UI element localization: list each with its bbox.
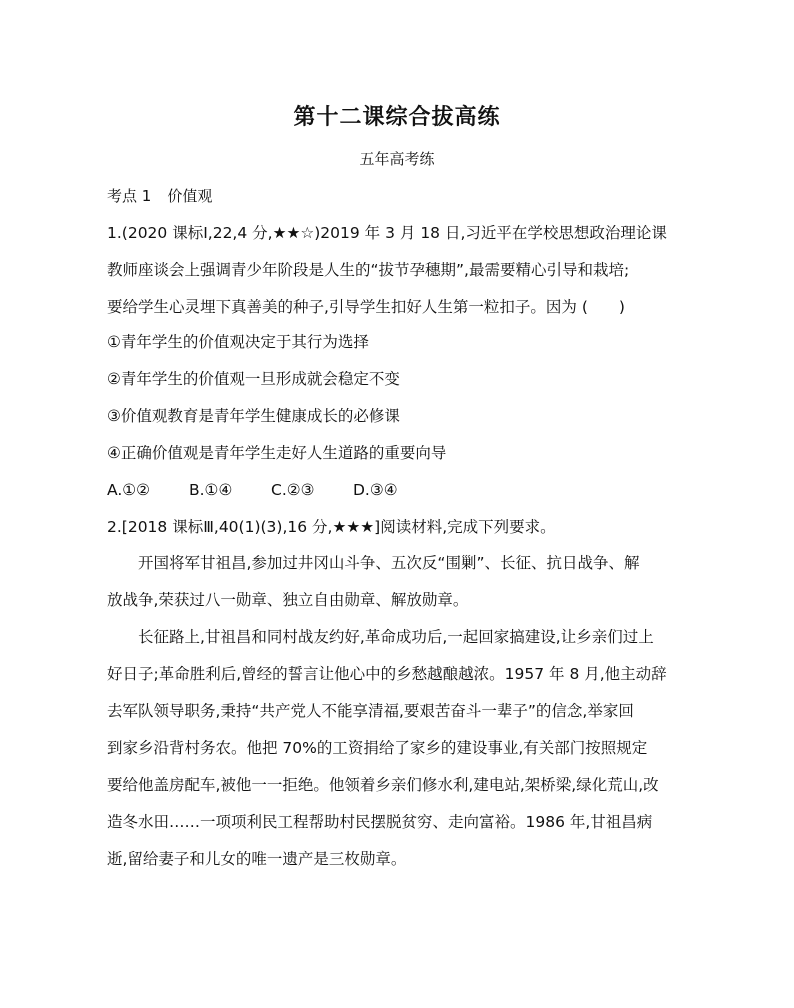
page-title: 第十二课综合拔高练: [293, 105, 501, 130]
q2-para2-line-2: 好日子;革命胜利后,曾经的誓言让他心中的乡愁越酿越浓。1957 年 8 月,他主动辞: [107, 665, 667, 683]
q2-para2-line-4: 到家乡沿背村务农。他把 70%的工资捐给了家乡的建设事业,有关部门按照规定: [107, 739, 648, 757]
page-subtitle: 五年高考练: [359, 150, 435, 168]
q2-para2-line-1: 长征路上,甘祖昌和同村战友约好,革命成功后,一起回家搞建设,让乡亲们过上: [138, 628, 654, 646]
q1-options: [107, 480, 398, 500]
q1-statement-4: ④正确价值观是青年学生走好人生道路的重要向导: [107, 444, 447, 462]
q1-statement-3: ③价值观教育是青年学生健康成长的必修课: [107, 407, 400, 425]
section-label: 考点 1: [107, 187, 152, 205]
option-d: D.③④: [353, 481, 398, 499]
q2-header: 2.[2018 课标Ⅲ,40(1)(3),16 分,★★★]阅读材料,完成下列要求。: [107, 518, 556, 536]
q1-statement-1: ①青年学生的价值观决定于其行为选择: [107, 333, 369, 351]
q1-statement-2: ②青年学生的价值观一旦形成就会稳定不变: [107, 370, 400, 388]
q2-para2-line-7: 逝,留给妻子和儿女的唯一遗产是三枚勋章。: [107, 850, 407, 868]
q1-line-2: 教师座谈会上强调青少年阶段是人生的“拔节孕穗期”,最需要精心引导和栽培;: [107, 261, 630, 279]
section-heading: [107, 186, 212, 206]
option-a: A.①②: [107, 481, 151, 499]
q1-line-3: 要给学生心灵埋下真善美的种子,引导学生扣好人生第一粒扣子。因为 ( ): [107, 298, 625, 316]
q2-para2-line-5: 要给他盖房配车,被他一一拒绝。他领着乡亲们修水利,建电站,架桥梁,绿化荒山,改: [107, 776, 659, 794]
q2-para1-line-2: 放战争,荣获过八一勋章、独立自由勋章、解放勋章。: [107, 591, 469, 609]
q2-para1-line-1: 开国将军甘祖昌,参加过井冈山斗争、五次反“围剿”、长征、抗日战争、解: [138, 554, 640, 572]
option-c: C.②③: [271, 481, 315, 499]
q1-line-1: 1.(2020 课标Ⅰ,22,4 分,★★☆)2019 年 3 月 18 日,习近平在学校思想政治理论课: [107, 224, 667, 242]
q2-para2-line-3: 去军队领导职务,秉持“共产党人不能享清福,要艰苦奋斗一辈子”的信念,举家回: [107, 702, 634, 720]
q2-para2-line-6: 造冬水田……一项项利民工程帮助村民摆脱贫穷、走向富裕。1986 年,甘祖昌病: [107, 813, 653, 831]
option-b: B.①④: [189, 481, 233, 499]
section-topic: 价值观: [167, 187, 213, 205]
